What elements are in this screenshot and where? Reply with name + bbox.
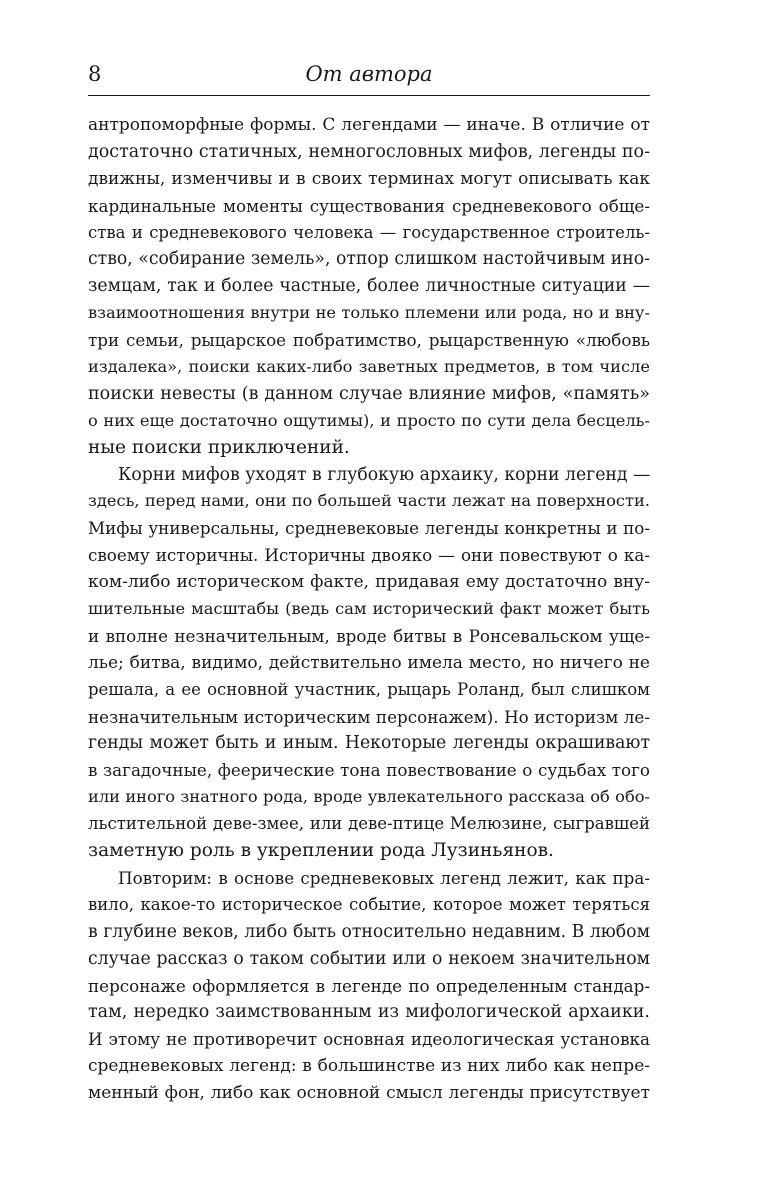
body-text — [88, 112, 650, 1107]
text-line: ные поиски приключений. — [88, 436, 350, 458]
text-line: вило, какое-то историческое событие, которое может теряться — [88, 894, 650, 914]
text-line: персонаже оформляется в легенде по определенным стандар- — [88, 975, 650, 996]
text-line: своему историчны. Историчны двояко — они повествуют о ка- — [88, 545, 650, 566]
text-line: генды может быть и иным. Некоторые легенды окрашивают — [88, 733, 650, 754]
text-line: поиски невесты (в данном случае влияние мифов, «память» — [88, 383, 650, 404]
text-line: достаточно статичных, немногословных мифов, легенды по- — [88, 141, 650, 162]
text-line: кардинальные моменты существования средневекового обще- — [88, 195, 650, 216]
text-line: Корни мифов уходят в глубокую архаику, корни легенд — — [118, 464, 651, 485]
page-number: 8 — [88, 62, 102, 86]
text-line: три семьи, рыцарское побратимство, рыцарственную «любовь — [88, 330, 650, 351]
running-title: От автора — [305, 62, 433, 86]
text-line: средневековых легенд: в большинстве из них либо как непре- — [88, 1056, 650, 1077]
text-line: антропоморфные формы. С легендами — иначе. В отличие от — [88, 115, 650, 135]
text-line: издалека», поиски каких-либо заветных предметов, в том числе — [88, 357, 650, 377]
text-line: здесь, перед нами, они по большей части лежат на поверхности. — [88, 491, 650, 511]
text-line: заметную роль в укреплении рода Лузиньянов. — [88, 840, 554, 862]
text-line: льстительной деве-змее, или деве-птице Мелюзине, сыгравшей — [88, 814, 650, 834]
text-line: незначительным историческим персонажем). Но историзм ле- — [88, 706, 650, 727]
text-line: там, нередко заимствованным из мифологической архаики. — [88, 1002, 650, 1023]
text-line: случае рассказ о таком событии или о некоем значительном — [88, 948, 650, 969]
text-line: Повторим: в основе средневековых легенд лежит, как пра- — [118, 867, 650, 888]
text-line: или иного знатного рода, вроде увлекательного рассказа об обо- — [88, 787, 650, 807]
text-line: о них еще достаточно ощутимы), и просто по сути дела бесцель- — [88, 410, 650, 430]
text-line: в глубине веков, либо быть относительно недавним. В любом — [88, 921, 650, 942]
text-line: решала, а ее основной участник, рыцарь Роланд, был слишком — [88, 679, 650, 699]
text-line: ства и средневекового человека — государственное строитель- — [88, 222, 650, 242]
text-line: менный фон, либо как основной смысл легенды присутствует — [88, 1083, 650, 1104]
header-rule — [88, 95, 650, 96]
text-line: ком-либо историческом факте, придавая ему достаточно вну- — [88, 572, 650, 593]
text-line: взаимоотношения внутри не только племени или рода, но и вну- — [88, 303, 650, 323]
text-line: движны, изменчивы и в своих терминах могут описывать как — [88, 168, 650, 189]
text-line: и вполне незначительным, вроде битвы в Ронсевальском уще- — [88, 625, 650, 646]
text-line: Мифы универсальны, средневековые легенды конкретны и по- — [88, 518, 650, 539]
text-line: в загадочные, феерические тона повествование о судьбах того — [88, 760, 650, 781]
text-line: земцам, так и более частные, более личностные ситуации — — [88, 276, 650, 297]
text-line: ство, «собирание земель», отпор слишком настойчивым ино- — [88, 249, 650, 270]
running-head — [88, 58, 650, 94]
text-line: шительные масштабы (ведь сам исторический факт может быть — [88, 599, 650, 619]
text-line: лье; битва, видимо, действительно имела место, но ничего не — [88, 652, 650, 673]
text-line: И этому не противоречит основная идеологическая установка — [88, 1029, 650, 1050]
